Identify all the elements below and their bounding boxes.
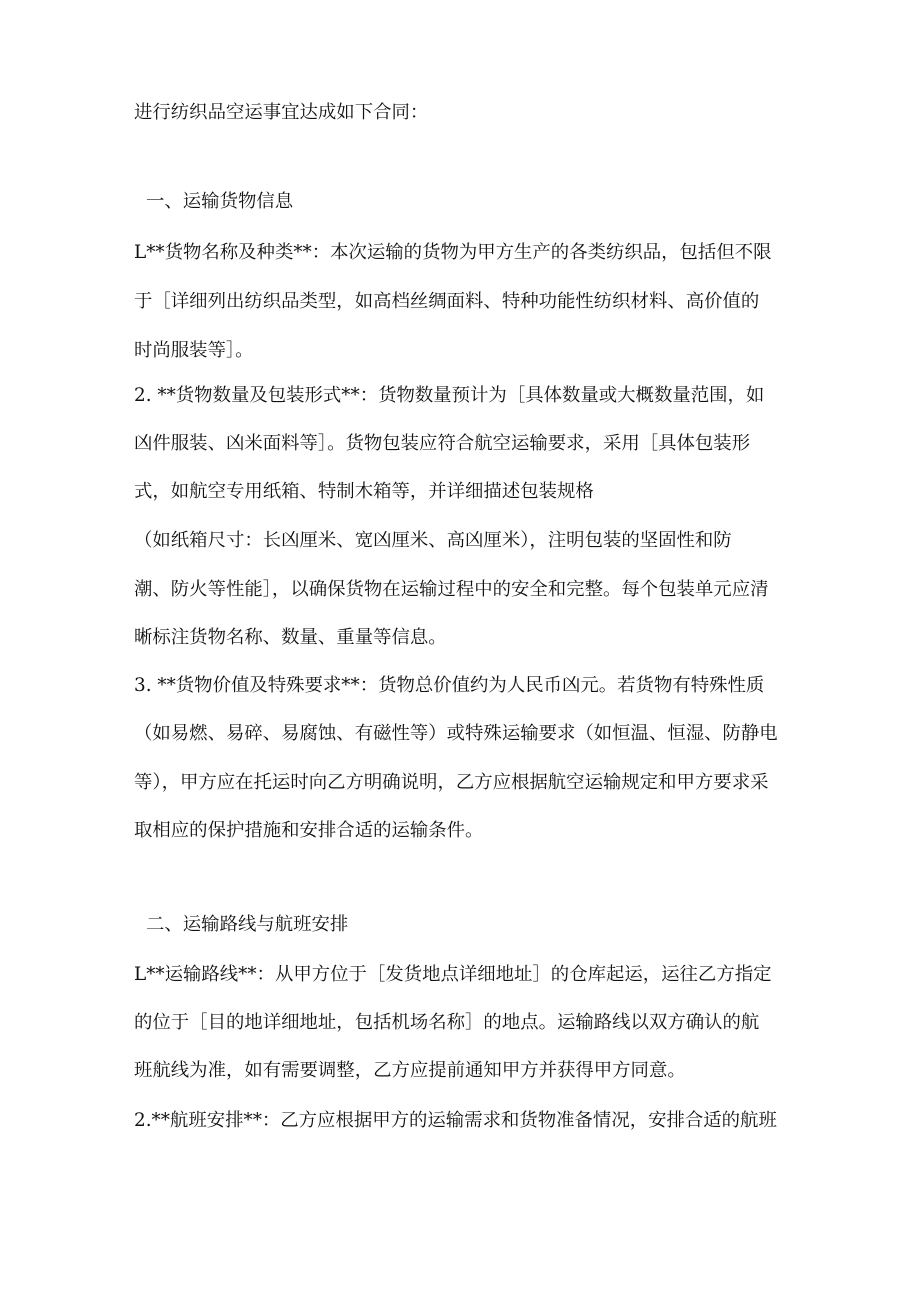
paragraph-line: （如纸箱尺寸：长凶厘米、宽凶厘米、高凶厘米），注明包装的坚固性和防 xyxy=(134,530,732,551)
paragraph-line: 3. **货物价值及特殊要求**：货物总价值约为人民币凶元。若货物有特殊性质 xyxy=(134,675,765,696)
paragraph-line: 班航线为准，如有需要调整，乙方应提前通知甲方并获得甲方同意。 xyxy=(134,1060,686,1081)
paragraph-line: 潮、防火等性能］，以确保货物在运输过程中的安全和完整。每个包装单元应清 xyxy=(134,579,769,600)
section-1-heading: 一、运输货物信息 xyxy=(146,191,294,212)
section-2-heading: 二、运输路线与航班安排 xyxy=(146,914,349,935)
paragraph-line: 等），甲方应在托运时向乙方明确说明，乙方应根据航空运输规定和甲方要求采 xyxy=(134,772,769,793)
paragraph-line: 时尚服装等］。 xyxy=(134,340,254,361)
paragraph-line: 取相应的保护措施和安排合适的运输条件。 xyxy=(134,820,484,841)
paragraph-line: 凶件服装、凶米面料等］。货物包装应符合航空运输要求，采用［具体包装形 xyxy=(134,433,751,454)
paragraph-line: 晰标注货物名称、数量、重量等信息。 xyxy=(134,627,447,648)
paragraph-line: 于［详细列出纺织品类型，如高档丝绸面料、特种功能性纺织材料、高价值的 xyxy=(134,291,760,312)
paragraph-line: 2. **货物数量及包装形式**：货物数量预计为［具体数量或大概数量范围，如 xyxy=(134,385,765,406)
intro-paragraph: 进行纺织品空运事宜达成如下合同： xyxy=(134,102,429,123)
paragraph-line: L**运输路线**：从甲方位于［发货地点详细地址］的仓库起运，运往乙方指定 xyxy=(134,964,772,985)
paragraph-line: L**货物名称及种类**：本次运输的货物为甲方生产的各类纺织品，包括但不限 xyxy=(134,242,772,263)
paragraph-line: （如易燃、易碎、易腐蚀、有磁性等）或特殊运输要求（如恒温、恒湿、防静电 xyxy=(134,723,778,744)
paragraph-line: 式，如航空专用纸箱、特制木箱等，并详细描述包装规格 xyxy=(134,481,594,502)
paragraph-line: 2.**航班安排**：乙方应根据甲方的运输需求和货物准备情况，安排合适的航班 xyxy=(134,1110,777,1131)
paragraph-line: 的位于［目的地详细地址，包括机场名称］的地点。运输路线以双方确认的航 xyxy=(134,1012,760,1033)
